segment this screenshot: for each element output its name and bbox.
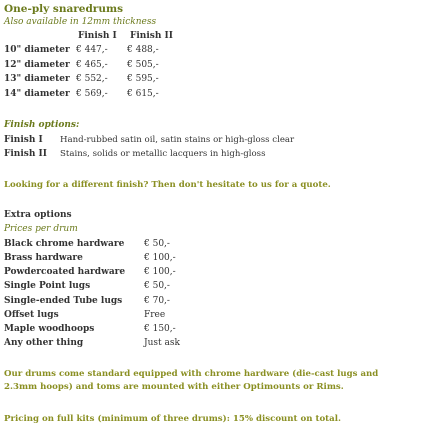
extra-option-label: Black chrome hardware <box>4 239 125 249</box>
finish-option-label: Finish II <box>4 149 47 159</box>
extra-option-price: € 150,- <box>144 324 176 334</box>
extra-option-label: Powdercoated hardware <box>4 267 126 277</box>
finish-header-1: Finish I <box>78 31 117 41</box>
extras-title: Extra options <box>4 210 72 220</box>
size-label: 14" diameter <box>4 89 70 99</box>
size-price-finish1: € 552,- <box>76 74 108 84</box>
size-price-finish2: € 615,- <box>127 89 159 99</box>
finish-options-title: Finish options: <box>4 120 80 130</box>
finish-option-label: Finish I <box>4 135 43 145</box>
extra-option-price: € 100,- <box>144 253 176 263</box>
extra-option-label: Offset lugs <box>4 310 59 320</box>
size-label: 10" diameter <box>4 45 70 55</box>
extra-option-price: Just ask <box>144 338 180 348</box>
size-price-finish2: € 595,- <box>127 74 159 84</box>
page-title: One-ply snaredrums <box>4 3 123 15</box>
extra-option-price: Free <box>144 310 166 320</box>
size-label: 12" diameter <box>4 60 70 70</box>
size-price-finish2: € 488,- <box>127 45 159 55</box>
size-price-finish1: € 447,- <box>76 45 108 55</box>
size-label: 13" diameter <box>4 74 70 84</box>
size-price-finish1: € 569,- <box>76 89 108 99</box>
extra-option-label: Single-ended Tube lugs <box>4 296 123 306</box>
finish-option-desc: Hand-rubbed satin oil, satin stains or high-gloss clear <box>60 135 295 145</box>
standard-equipment-note: Our drums come standard equipped with chrome hardware (die-cast lugs and 2.3mm hoops) and toms are mounted with either Optimounts or Rims. <box>4 369 379 392</box>
size-price-finish2: € 505,- <box>127 60 159 70</box>
extra-option-label: Maple woodhoops <box>4 324 95 334</box>
size-price-finish1: € 465,- <box>76 60 108 70</box>
page-subtitle: Also available in 12mm thickness <box>4 17 157 27</box>
extra-option-label: Brass hardware <box>4 253 83 263</box>
finish-header-2: Finish II <box>130 31 173 41</box>
extra-option-label: Any other thing <box>4 338 84 348</box>
pricing-note: Pricing on full kits (minimum of three drums): 15% discount on total. <box>4 414 341 424</box>
extra-option-price: € 50,- <box>144 281 170 291</box>
extra-option-price: € 50,- <box>144 239 170 249</box>
extras-subtitle: Prices per drum <box>4 224 78 234</box>
extra-option-price: € 70,- <box>144 296 170 306</box>
quote-note: Looking for a different finish? Then don't hesitate to us for a quote. <box>4 180 331 190</box>
finish-option-desc: Stains, solids or metallic lacquers in high-gloss <box>60 149 266 159</box>
extra-option-price: € 100,- <box>144 267 176 277</box>
extra-option-label: Single Point lugs <box>4 281 91 291</box>
